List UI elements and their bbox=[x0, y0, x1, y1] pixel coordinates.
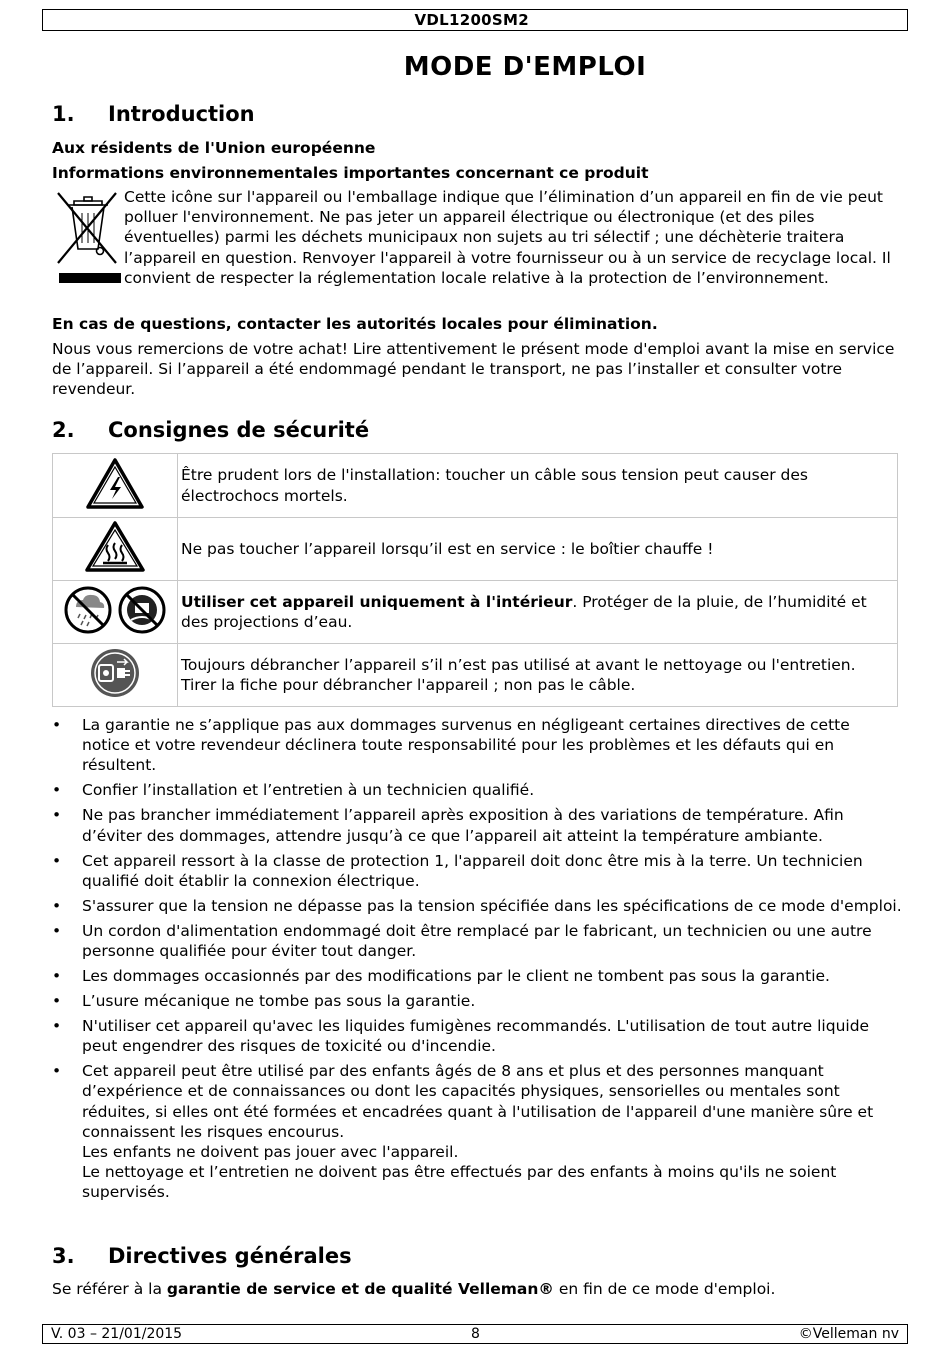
list-item: • L’usure mécanique ne tombe pas sous la garantie. bbox=[52, 992, 476, 1011]
safety-text-hot: Ne pas toucher l’appareil lorsqu’il est en service : le boîtier chauffe ! bbox=[178, 518, 898, 581]
indoor-rest-text: . Protéger de la pluie, de l’humidité et des projections d’eau. bbox=[181, 592, 867, 631]
weee-text: Cette icône sur l'appareil ou l'emballage indique que l’élimination d’un appareil en fin de vie peut polluer l'environnement. Ne pas jeter un appareil électrique ou électronique (et des piles éventuelles) parmi les déchets municipaux non sujets au tri sélectif ; une déchèterie traitera l’appareil en question. Renvoyer l'appareil à votre fournisseur ou à un service de recyclage local. Il convient de respecter la réglementation locale relative à la protection de l’environnement. bbox=[124, 188, 891, 287]
weee-bin-icon bbox=[52, 187, 124, 287]
page-footer bbox=[42, 1324, 908, 1344]
safety-bullet-list bbox=[52, 715, 902, 1207]
no-rain-icon bbox=[66, 588, 110, 632]
safety-row-unplug bbox=[53, 644, 898, 707]
section-2-number: 2. bbox=[52, 418, 75, 442]
environment-heading: Informations environnementales importantes concernant ce produit bbox=[52, 164, 649, 182]
safety-text-unplug: Toujours débrancher l’appareil s’il n’est pas utilisé at avant le nettoyage ou l'entretien. Tirer la fiche pour débrancher l'appareil ; non pas le câble. bbox=[178, 644, 898, 707]
electric-hazard-icon bbox=[85, 457, 145, 511]
unplug-icon bbox=[89, 647, 141, 699]
model-number: VDL1200SM2 bbox=[414, 11, 529, 29]
safety-row-hot bbox=[53, 518, 898, 581]
list-item: • Confier l’installation et l’entretien à un technicien qualifié. bbox=[52, 781, 535, 800]
section-2-title: Consignes de sécurité bbox=[108, 418, 370, 442]
list-item: • Ne pas brancher immédiatement l’appareil après exposition à des variations de température. Afin d’éviter des dommages, attendre jusqu’à ce que l’appareil ait atteint la température ambiante. bbox=[52, 806, 844, 845]
no-water-splash-icon bbox=[120, 588, 164, 632]
list-item: • N'utiliser cet appareil qu'avec les liquides fumigènes recommandés. L'utilisation de tout autre liquide peut engendrer des risques de toxicité ou d'incendie. bbox=[52, 1017, 870, 1056]
safety-table bbox=[52, 453, 898, 707]
list-item: • Un cordon d'alimentation endommagé doit être remplacé par le fabricant, un technicien ou une autre personne qualifiée pour éviter tout danger. bbox=[52, 921, 872, 961]
copyright: ©Velleman nv bbox=[798, 1326, 899, 1342]
weee-paragraph bbox=[52, 187, 902, 288]
warranty-reference: garantie de service et de qualité Velleman® bbox=[166, 1280, 554, 1298]
safety-row-indoor bbox=[53, 581, 898, 644]
section-3-title: Directives générales bbox=[108, 1244, 352, 1268]
questions-line: En cas de questions, contacter les autorités locales pour élimination. bbox=[52, 315, 658, 333]
general-paragraph: Se référer à la garantie de service et de qualité Velleman® en fin de ce mode d'emploi. bbox=[52, 1280, 776, 1298]
eu-residents-heading: Aux résidents de l'Union européenne bbox=[52, 139, 376, 157]
section-2-heading bbox=[52, 418, 369, 442]
safety-text-indoor bbox=[178, 581, 898, 644]
section-1-heading bbox=[52, 102, 255, 126]
version-date: V. 03 – 21/01/2015 bbox=[51, 1326, 183, 1342]
document-title: MODE D'EMPLOI bbox=[403, 52, 647, 82]
indoor-bold-text: Utiliser cet appareil uniquement à l'intérieur bbox=[181, 592, 573, 611]
list-item: • Cet appareil peut être utilisé par des enfants âgés de 8 ans et plus et des personnes manquant d’expérience et de connaissances ou dont les capacités physiques, sensorielles ou mentales sont réduites, si elles ont été formées et encadrées quant à l'utilisation de l'appareil d'une manière sûre et connaissent les risques encourus. Les enfants ne doivent pas jouer avec l'appareil. Le nettoyage et l’entretien ne doivent pas être effectués par des enfants à moins qu'ils ne soient supervisés. bbox=[52, 1062, 874, 1202]
safety-row-electric bbox=[53, 454, 898, 518]
indoor-use-icons bbox=[61, 585, 169, 635]
section-3-number: 3. bbox=[52, 1244, 75, 1268]
page-header bbox=[42, 9, 908, 31]
hot-surface-icon bbox=[83, 520, 147, 574]
list-item: • Cet appareil ressort à la classe de protection 1, l'appareil doit donc être mis à la terre. Un technicien qualifié doit établir la connexion électrique. bbox=[52, 851, 863, 890]
page-number: 8 bbox=[471, 1326, 480, 1342]
list-item: • Les dommages occasionnés par des modifications par le client ne tombent pas sous la garantie. bbox=[52, 967, 830, 986]
list-item: • La garantie ne s’applique pas aux dommages survenus en négligeant certaines directives de cette notice et votre revendeur déclinera toute responsabilité pour les problèmes et les défauts qui en résultent. bbox=[52, 716, 850, 775]
section-1-title: Introduction bbox=[108, 102, 255, 126]
section-3-heading bbox=[52, 1244, 352, 1268]
safety-text-electric: Être prudent lors de l'installation: toucher un câble sous tension peut causer des électrochocs mortels. bbox=[178, 454, 898, 518]
list-item: • S'assurer que la tension ne dépasse pas la tension spécifiée dans les spécifications de ce mode d'emploi. bbox=[52, 896, 902, 915]
thanks-paragraph: Nous vous remercions de votre achat! Lire attentivement le présent mode d'emploi avant la mise en service de l’appareil. Si l’appareil a été endommagé pendant le transport, ne pas l’installer et consulter votre revendeur. bbox=[52, 340, 895, 399]
section-1-number: 1. bbox=[52, 102, 75, 126]
